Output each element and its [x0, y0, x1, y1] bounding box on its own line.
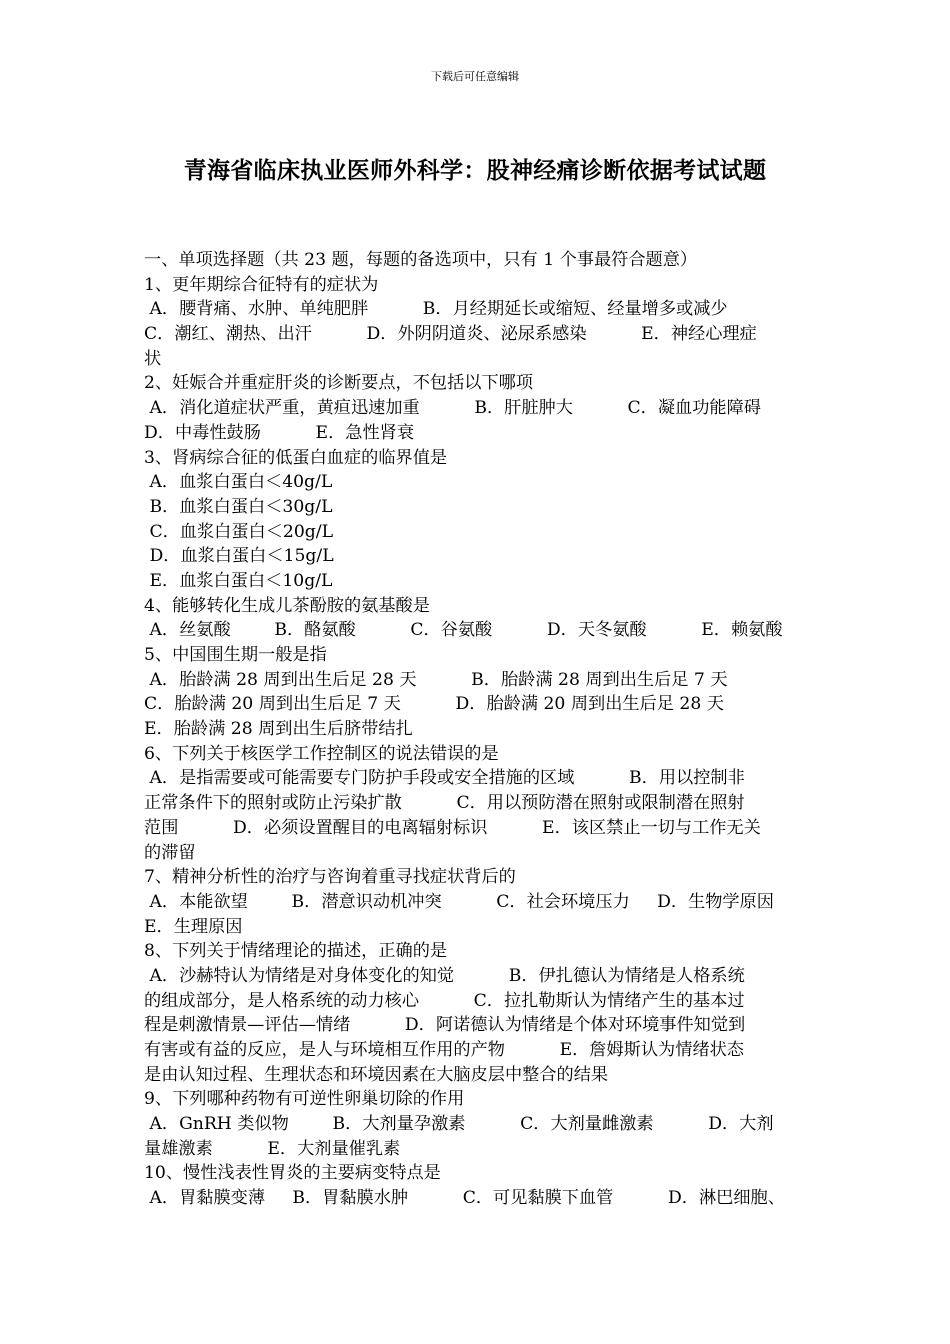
- option-line: E．生理原因: [144, 916, 243, 937]
- question-title: 5、中国围生期一般是指: [144, 645, 327, 665]
- question-7: [144, 865, 808, 939]
- option-line: 的组成部分，是人格系统的动力核心 C．拉扎勒斯认为情绪产生的基本过: [144, 990, 745, 1011]
- question-title: 3、肾病综合征的低蛋白血症的临界值是: [144, 447, 448, 468]
- question-list: [144, 248, 808, 1211]
- option-line: 有害或有益的反应，是人与环境相互作用的产物 E．詹姆斯认为情绪状态: [144, 1040, 744, 1060]
- option-line: 范围 D．必须设置醒目的电离辐射标识 E．该区禁止一切与工作无关: [144, 817, 761, 838]
- question-title: 9、下列哪种药物有可逆性卵巢切除的作用: [144, 1089, 465, 1110]
- option-line: C．血浆白蛋白＜20g/L: [144, 521, 334, 542]
- option-line: 是由认知过程、生理状态和环境因素在大脑皮层中整合的结果: [144, 1064, 609, 1085]
- question-5: [144, 643, 808, 742]
- option-line: B．血浆白蛋白＜30g/L: [144, 496, 333, 517]
- option-line: A．丝氨酸 B．酪氨酸 C．谷氨酸 D．天冬氨酸 E．赖氨酸: [144, 620, 783, 641]
- question-10: [144, 1161, 808, 1210]
- question-1: [144, 273, 808, 372]
- option-line: 状: [144, 348, 162, 369]
- option-line: A．血浆白蛋白＜40g/L: [144, 472, 333, 493]
- question-3: [144, 446, 808, 594]
- question-title: 1、更年期综合征特有的症状为: [144, 274, 379, 295]
- option-line: A．GnRH 类似物 B．大剂量孕激素 C．大剂量雌激素 D．大剂: [144, 1114, 774, 1135]
- option-line: C．潮红、潮热、出汗 D．外阴阴道炎、泌尿系感染 E．神经心理症: [144, 324, 757, 345]
- header-note: 下载后可任意编辑: [431, 70, 519, 83]
- option-line: C．胎龄满 20 周到出生后足 7 天 D．胎龄满 20 周到出生后足 28 天: [144, 694, 724, 715]
- question-4: [144, 594, 808, 643]
- option-line: D．血浆白蛋白＜15g/L: [144, 546, 334, 567]
- question-8: [144, 939, 808, 1087]
- option-line: A．胎龄满 28 周到出生后足 28 天 B．胎龄满 28 周到出生后足 7 天: [144, 669, 728, 690]
- question-title: 4、能够转化生成儿茶酚胺的氨基酸是: [144, 595, 430, 616]
- option-line: A．本能欲望 B．潜意识动机冲突 C．社会环境压力 D．生物学原因: [144, 891, 774, 912]
- question-9: [144, 1087, 808, 1161]
- option-line: 程是刺激情景—评估—情绪 D．阿诺德认为情绪是个体对环境事件知觉到: [144, 1015, 746, 1036]
- option-line: 正常条件下的照射或防止污染扩散 C．用以预防潜在照射或限制潜在照射: [144, 793, 745, 814]
- option-line: A．是指需要或可能需要专门防护手段或安全措施的区域 B．用以控制非: [144, 768, 745, 789]
- question-title: 7、精神分析性的治疗与咨询着重寻找症状背后的: [144, 867, 516, 888]
- question-6: [144, 742, 808, 865]
- option-line: A．沙赫特认为情绪是对身体变化的知觉 B．伊扎德认为情绪是人格系统: [144, 965, 745, 986]
- section-heading: 一、单项选择题（共 23 题，每题的备选项中，只有 1 个事最符合题意）: [144, 250, 698, 270]
- option-line: D．中毒性鼓肠 E．急性肾衰: [144, 422, 415, 443]
- question-2: [144, 371, 808, 445]
- option-line: A．胃黏膜变薄 B．胃黏膜水肿 C．可见黏膜下血管 D．淋巴细胞、: [144, 1188, 785, 1209]
- option-line: 量雄激素 E．大剂量催乳素: [144, 1138, 401, 1159]
- question-title: 6、下列关于核医学工作控制区的说法错误的是: [144, 743, 499, 764]
- question-title: 2、妊娠合并重症肝炎的诊断要点，不包括以下哪项: [144, 373, 534, 394]
- document-title: 青海省临床执业医师外科学：股神经痛诊断依据考试试题: [183, 157, 767, 184]
- option-line: 的滞留: [144, 842, 196, 863]
- option-line: A．消化道症状严重，黄疸迅速加重 B．肝脏肿大 C．凝血功能障碍: [144, 398, 761, 419]
- option-line: A．腰背痛、水肿、单纯肥胖 B．月经期延长或缩短、经量增多或减少: [144, 299, 728, 320]
- question-title: 10、慢性浅表性胃炎的主要病变特点是: [144, 1163, 441, 1184]
- question-title: 8、下列关于情绪理论的描述，正确的是: [144, 941, 448, 962]
- option-line: E．胎龄满 28 周到出生后脐带结扎: [144, 719, 413, 740]
- option-line: E．血浆白蛋白＜10g/L: [144, 570, 333, 591]
